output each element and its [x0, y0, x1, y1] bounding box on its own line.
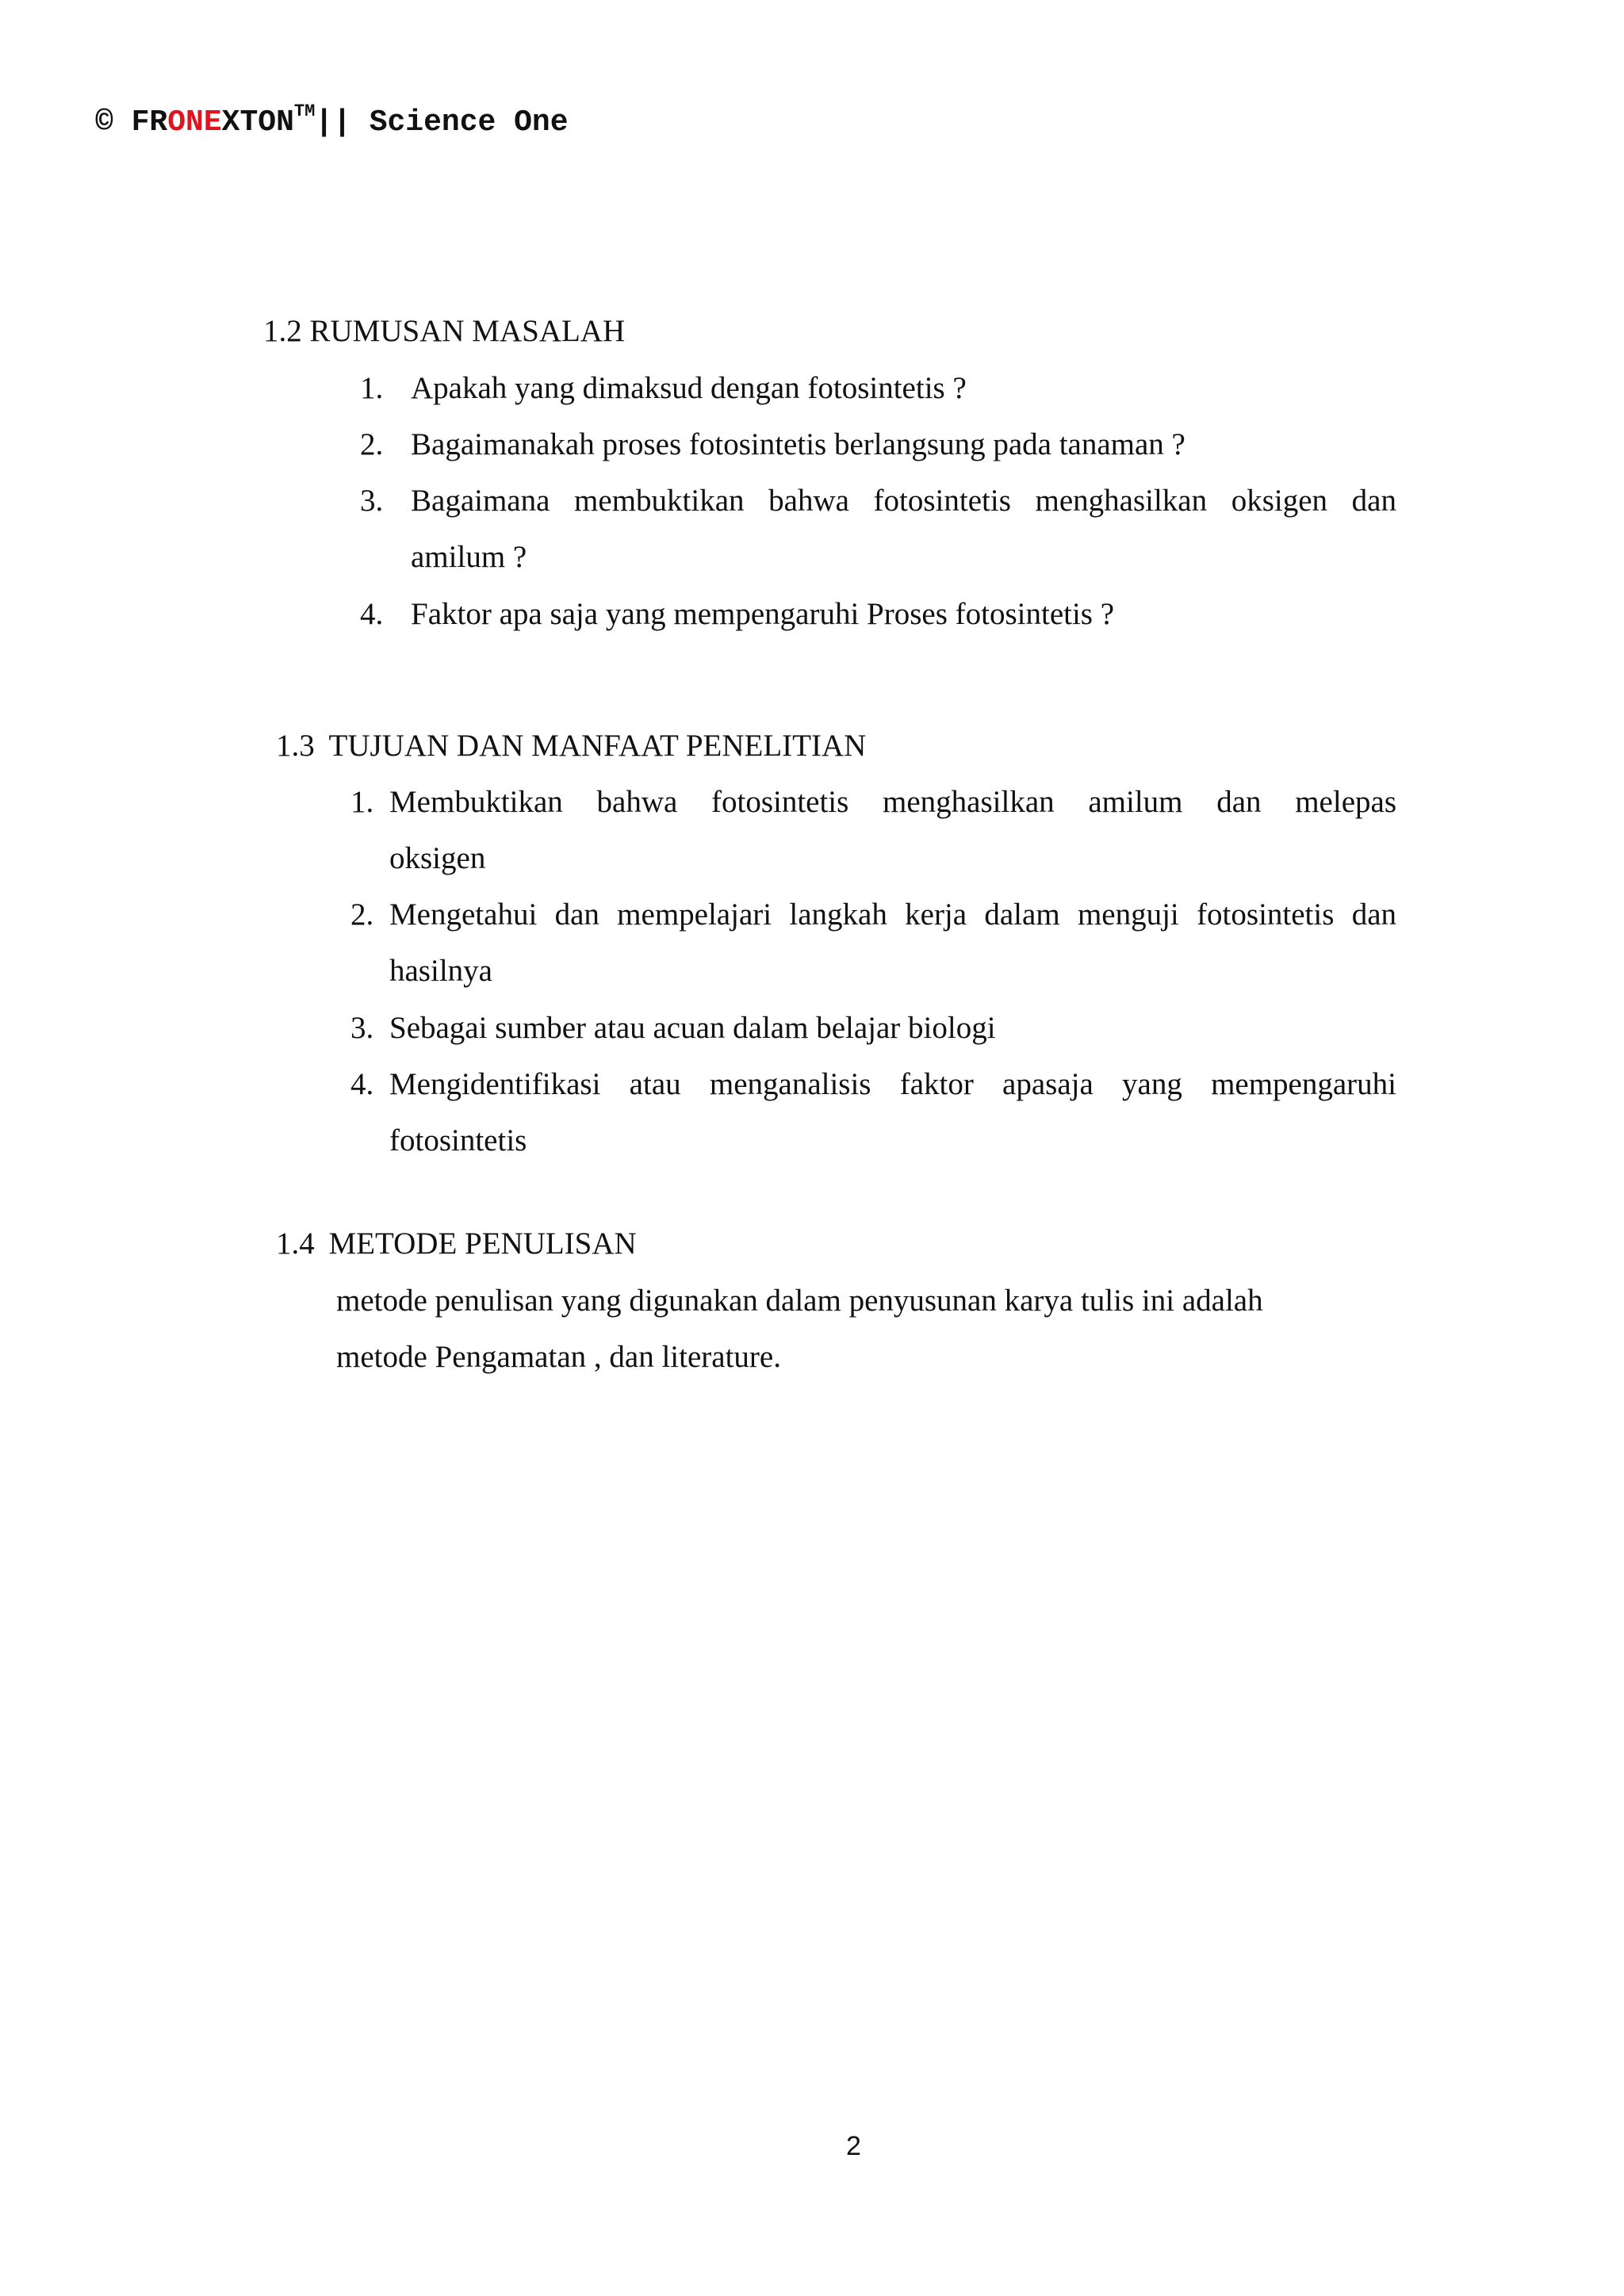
list-item: Sebagai sumber atau acuan dalam belajar biologi: [389, 1011, 996, 1045]
section-title: METODE PENULISAN: [328, 1226, 637, 1261]
section-number: 1.2: [263, 314, 302, 348]
list-item-marker: 3.: [350, 1011, 374, 1045]
paragraph-line: metode Pengamatan , dan literature.: [336, 1340, 781, 1374]
section-1-3-heading: [276, 728, 866, 763]
list-item-continuation: hasilnya: [389, 954, 492, 988]
list-item-marker: 1.: [350, 785, 374, 819]
list-item-continuation: amilum ?: [411, 540, 527, 574]
section-title: RUMUSAN MASALAH: [309, 314, 626, 348]
list-item: Mengetahui dan mempelajari langkah kerja dalam menguji fotosintetis dan: [389, 897, 1396, 932]
copyright-symbol: ©: [95, 105, 113, 140]
section-title: TUJUAN DAN MANFAAT PENELITIAN: [328, 729, 867, 763]
list-item: Bagaimana membuktikan bahwa fotosintetis menghasilkan oksigen dan: [411, 484, 1396, 518]
brand-text-part1: FR: [131, 105, 168, 140]
section-number: 1.3: [276, 729, 315, 763]
document-header: [95, 101, 569, 140]
paragraph-line: metode penulisan yang digunakan dalam penyusunan karya tulis ini adalah: [336, 1284, 1263, 1318]
list-item: Bagaimanakah proses fotosintetis berlangsung pada tanaman ?: [411, 427, 1185, 461]
list-item-marker: 3.: [360, 484, 384, 518]
list-item: Apakah yang dimaksud dengan fotosintetis ?: [411, 371, 967, 405]
list-item-continuation: oksigen: [389, 841, 486, 875]
list-item-marker: 4.: [360, 597, 384, 631]
section-number: 1.4: [276, 1226, 315, 1261]
list-item-continuation: fotosintetis: [389, 1123, 527, 1158]
trademark-mark: TM: [293, 101, 316, 121]
list-item-marker: 1.: [360, 371, 384, 405]
page-number: 2: [846, 2131, 861, 2161]
list-item: Membuktikan bahwa fotosintetis menghasilkan amilum dan melepas: [389, 785, 1396, 819]
header-subtitle: Science One: [369, 105, 569, 140]
section-1-4-heading: [276, 1226, 637, 1261]
list-item: Faktor apa saja yang mempengaruhi Proses fotosintetis ?: [411, 597, 1115, 631]
list-item: Mengidentifikasi atau menganalisis faktor apasaja yang mempengaruhi: [389, 1067, 1396, 1101]
section-1-2-heading: [263, 313, 625, 349]
brand-text-highlight: ONE: [167, 105, 222, 140]
list-item-marker: 4.: [350, 1067, 374, 1101]
list-item-marker: 2.: [350, 897, 374, 932]
brand-text-part3: XTON: [221, 105, 294, 140]
list-item-marker: 2.: [360, 427, 384, 461]
header-separator: ||: [315, 105, 351, 140]
